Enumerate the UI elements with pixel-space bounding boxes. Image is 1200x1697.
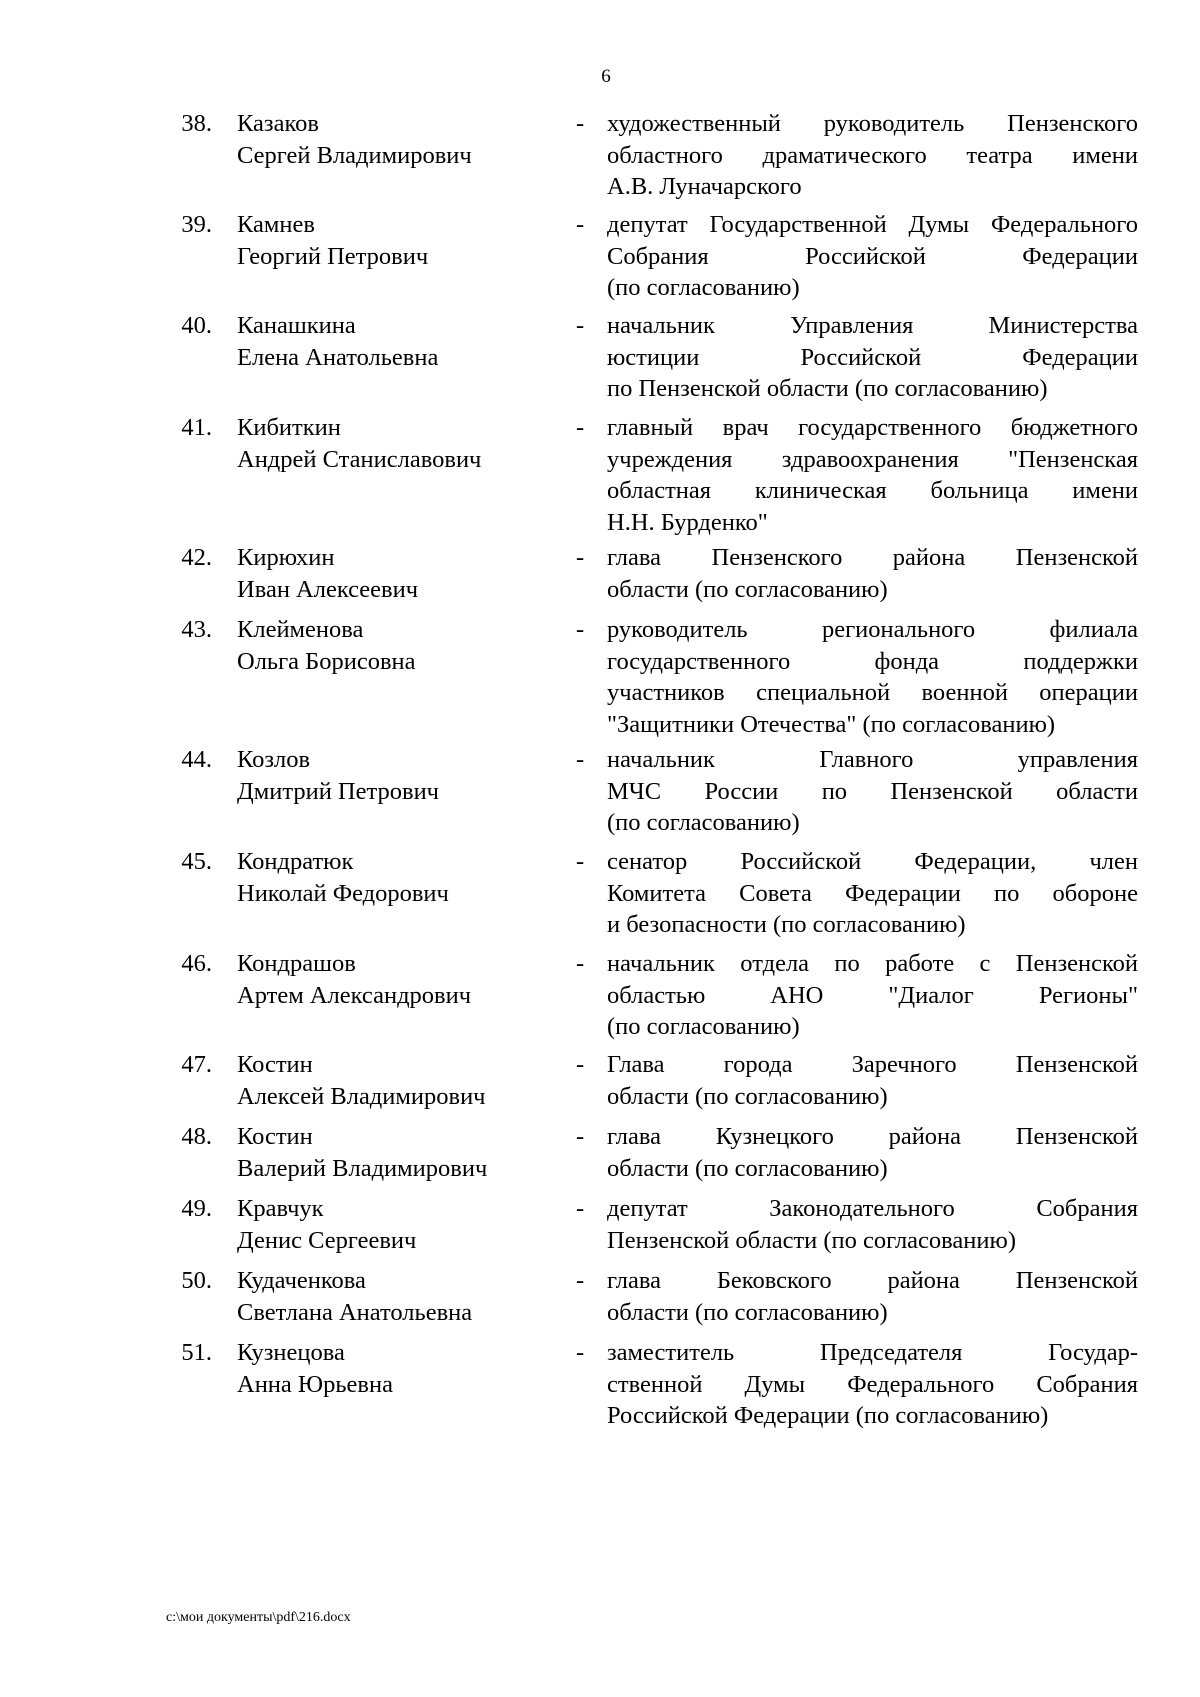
member-surname: Кирюхин (237, 544, 335, 571)
member-name (237, 542, 557, 605)
member-position (607, 1193, 1138, 1256)
member-name (237, 310, 557, 373)
position-line: областного драматического театра имени (607, 141, 1138, 169)
member-name (237, 1121, 557, 1184)
member-given-names: Ольга Борисовна (237, 647, 416, 675)
position-line: начальник Главного управления (607, 746, 1138, 773)
position-line: депутат Законодательного Собрания (607, 1195, 1138, 1222)
position-line: по Пензенской области (по согласованию) (607, 375, 1048, 402)
member-position (607, 744, 1138, 839)
position-line: области (по согласованию) (607, 1298, 888, 1326)
member-given-names: Дмитрий Петрович (237, 777, 440, 805)
entry-number: 38. (181, 110, 212, 137)
entry-number: 39. (181, 211, 212, 238)
entry-dash: - (576, 848, 585, 875)
position-line: глава Пензенского района Пензенской (607, 544, 1138, 571)
member-given-names: Иван Алексеевич (237, 575, 419, 603)
member-name (237, 614, 557, 677)
entry-number: 45. (181, 848, 212, 875)
entry-number: 46. (181, 950, 212, 977)
member-name (237, 108, 557, 171)
member-surname: Кудаченкова (237, 1267, 366, 1294)
entry-dash: - (576, 950, 585, 977)
position-line: (по согласованию) (607, 274, 800, 301)
member-position (607, 1049, 1138, 1112)
entry-dash: - (576, 110, 585, 137)
position-line: А.В. Луначарского (607, 173, 802, 200)
member-position (607, 948, 1138, 1043)
position-line: "Защитники Отечества" (по согласованию) (607, 710, 1056, 738)
position-line: главный врач государственного бюджетного (607, 414, 1138, 441)
entry-number: 47. (181, 1051, 212, 1078)
member-name (237, 1193, 557, 1256)
position-line: Глава города Заречного Пензенской (607, 1051, 1138, 1078)
entry-dash: - (576, 1267, 585, 1294)
member-given-names: Денис Сергеевич (237, 1226, 417, 1254)
entry-number: 51. (181, 1339, 212, 1366)
position-line: юстиции Российской Федерации (607, 343, 1138, 371)
entry-number: 42. (181, 544, 212, 571)
member-name (237, 744, 557, 807)
member-name (237, 1049, 557, 1112)
position-line: учреждения здравоохранения "Пензенская (607, 445, 1138, 473)
position-line: художественный руководитель Пензенского (607, 110, 1138, 137)
entry-number: 49. (181, 1195, 212, 1222)
member-given-names: Артем Александрович (237, 981, 472, 1009)
member-name (237, 412, 557, 475)
position-line: Комитета Совета Федерации по обороне (607, 879, 1138, 907)
member-surname: Козлов (237, 746, 311, 773)
member-surname: Канашкина (237, 312, 356, 339)
entry-dash: - (576, 544, 585, 571)
position-line: сенатор Российской Федерации, член (607, 848, 1138, 875)
entry-dash: - (576, 414, 585, 441)
member-position (607, 1265, 1138, 1328)
member-name (237, 948, 557, 1011)
member-surname: Казаков (237, 110, 319, 137)
position-line: области (по согласованию) (607, 575, 888, 603)
position-line: (по согласованию) (607, 809, 800, 836)
member-position (607, 412, 1138, 538)
footer-file-path: c:\мои документы\pdf\216.docx (166, 1610, 351, 1625)
position-line: глава Бековского района Пензенской (607, 1267, 1138, 1294)
position-line: (по согласованию) (607, 1013, 800, 1040)
member-name (237, 1337, 557, 1400)
entry-dash: - (576, 616, 585, 643)
member-surname: Костин (237, 1123, 313, 1150)
member-position (607, 614, 1138, 740)
position-line: МЧС России по Пензенской области (607, 777, 1138, 805)
member-surname: Камнев (237, 211, 315, 238)
position-line: областью АНО "Диалог Регионы" (607, 981, 1138, 1009)
position-line: начальник отдела по работе с Пензенской (607, 950, 1138, 977)
member-given-names: Светлана Анатольевна (237, 1298, 473, 1326)
position-line: руководитель регионального филиала (607, 616, 1138, 643)
entry-dash: - (576, 1195, 585, 1222)
position-line: Собрания Российской Федерации (607, 242, 1138, 270)
member-given-names: Николай Федорович (237, 879, 449, 907)
member-given-names: Елена Анатольевна (237, 343, 439, 371)
position-line: Н.Н. Бурденко" (607, 508, 768, 536)
member-surname: Кондратюк (237, 848, 354, 875)
member-surname: Кузнецова (237, 1339, 345, 1366)
entry-number: 40. (181, 312, 212, 339)
position-line: области (по согласованию) (607, 1154, 888, 1182)
entry-number: 41. (181, 414, 212, 441)
entry-number: 43. (181, 616, 212, 643)
member-given-names: Анна Юрьевна (237, 1370, 393, 1398)
position-line: участников специальной военной операции (607, 679, 1138, 706)
position-line: ственной Думы Федерального Собрания (607, 1370, 1138, 1398)
member-given-names: Георгий Петрович (237, 242, 429, 270)
position-line: Пензенской области (по согласованию) (607, 1226, 1016, 1254)
member-surname: Кибиткин (237, 414, 341, 441)
member-given-names: Сергей Владимирович (237, 141, 472, 169)
entry-number: 44. (181, 746, 212, 773)
position-line: заместитель Председателя Государ- (607, 1339, 1138, 1366)
member-surname: Кравчук (237, 1195, 324, 1222)
entry-dash: - (576, 211, 585, 238)
position-line: государственного фонда поддержки (607, 647, 1138, 675)
member-position (607, 310, 1138, 405)
member-position (607, 846, 1138, 941)
member-given-names: Андрей Станиславович (237, 445, 482, 473)
entry-dash: - (576, 1051, 585, 1078)
entry-number: 50. (181, 1267, 212, 1294)
position-line: глава Кузнецкого района Пензенской (607, 1123, 1138, 1150)
member-position (607, 209, 1138, 304)
position-line: и безопасности (по согласованию) (607, 911, 966, 938)
member-position (607, 1121, 1138, 1184)
member-position (607, 542, 1138, 605)
member-given-names: Валерий Владимирович (237, 1154, 488, 1182)
member-name (237, 846, 557, 909)
member-surname: Клейменова (237, 616, 364, 643)
position-line: начальник Управления Министерства (607, 312, 1138, 339)
member-position (607, 1337, 1138, 1432)
entry-dash: - (576, 1339, 585, 1366)
entry-dash: - (576, 312, 585, 339)
member-given-names: Алексей Владимирович (237, 1082, 486, 1110)
member-name (237, 1265, 557, 1328)
entry-number: 48. (181, 1123, 212, 1150)
position-line: области (по согласованию) (607, 1082, 888, 1110)
member-position (607, 108, 1138, 203)
entry-dash: - (576, 746, 585, 773)
page-number: 6 (601, 66, 611, 87)
member-surname: Кондрашов (237, 950, 356, 977)
position-line: областная клиническая больница имени (607, 477, 1138, 504)
position-line: депутат Государственной Думы Федерального (607, 211, 1138, 238)
member-surname: Костин (237, 1051, 313, 1078)
entry-dash: - (576, 1123, 585, 1150)
member-name (237, 209, 557, 272)
position-line: Российской Федерации (по согласованию) (607, 1402, 1049, 1429)
